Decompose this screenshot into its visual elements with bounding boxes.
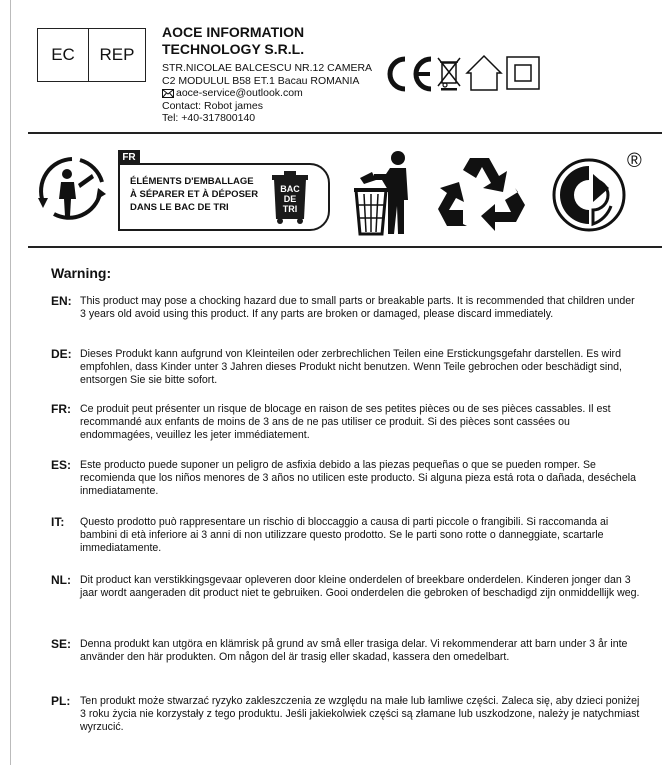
registered-mark: ® [627,150,642,172]
lang-code: DE: [51,347,72,361]
lang-code: IT: [51,515,65,529]
warning-text: Ce produit peut présenter un risque de blocage en raison de ses petites pièces ou de ses pièces cassables. Il est recommandé aux enfants de moins de 3 ans de ne pas utiliser ce produit. Si des pièces sont cassées ou endommagées, veuillez les jeter immédiatement. [80,403,611,441]
lang-code: FR: [51,402,71,416]
lang-code: SE: [51,637,72,651]
bin-text3: TRI [282,204,298,214]
rep-label: REP [99,45,135,64]
envelope-icon [162,89,174,98]
company-contact: Contact: Robot james [162,99,263,112]
house-icon [464,53,504,93]
sorting-info-box [118,163,330,231]
ec-rep-label [37,28,146,82]
sorting-line1: ÉLÉMENTS D'EMBALLAGE [130,176,254,187]
top-divider [28,132,662,134]
green-dot-icon [551,150,627,236]
company-name-line2: TECHNOLOGY S.R.L. [162,41,305,57]
lang-code: PL: [51,694,71,708]
middle-divider [28,246,662,248]
bin-text2: DE [283,194,297,204]
lang-code: EN: [51,294,72,308]
bin-text1: BAC [280,184,300,194]
sorting-line3: DANS LE BAC DE TRI [130,202,229,213]
triman-icon [34,154,110,224]
company-email: aoce-service@outlook.com [176,87,303,99]
company-tel: Tel: +40-317800140 [162,112,256,124]
fr-tag: FR [118,150,140,164]
page-edge-line [10,0,11,765]
warning-title: Warning: [51,265,112,281]
warning-text: This product may pose a chocking hazard due to small parts or breakable parts. It is recommended that children under 3 years old avoid using this product. If any parts are broken or damaged, please discard immediately. [80,295,635,320]
company-email-row [162,87,372,100]
warning-text: Dit product kan verstikkingsgevaar opleveren door kleine onderdelen of breekbare onderdelen. Kinderen jonger dan 3 jaar wordt aangeraden dit product niet te gebruiken. Gooi onderdelen die gebroken of beschadigd zijn onmiddellijk weg. [80,574,640,599]
ce-mark-icon [385,55,435,93]
warning-text: Este producto puede suponer un peligro de asfixia debido a las piezas pequeñas o que se pueden romper. Se recomienda que los niños menores de 3 años no utilicen este producto. Si alguna pieza está rota o dañada, deséchela inmediatamente. [80,459,636,497]
lang-code: ES: [51,458,72,472]
company-address-line1: STR.NICOLAE BALCESCU NR.12 CAMERA [162,62,373,74]
warning-text: Questo prodotto può rappresentare un rischio di bloccaggio a causa di parti piccole o frangibili. Si raccomanda ai bambini di età inferiore ai 3 anni di non utilizzare questo prodotto. Se le parti sono rotte o danneggiate, scartarle immediatamente. [80,516,609,554]
double-insulation-icon [506,56,540,90]
company-info [162,24,372,125]
lang-code: NL: [51,573,71,587]
recycle-icon [437,150,527,236]
warning-text: Denna produkt kan utgöra en klämrisk på grund av små eller trasiga delar. Vi rekommenderar att barn under 3 år inte använder den här produkten. Om någon del är trasig eller skadad, kassera den omedelbart. [80,638,628,663]
weee-crossed-bin-icon [436,55,462,91]
ec-label: EC [38,29,89,81]
company-name-line1: AOCE INFORMATION [162,24,305,40]
warning-text: Dieses Produkt kann aufgrund von Kleinteilen oder zerbrechlichen Teilen eine Erstickungsgefahr darstellen. Es wird empfohlen, dass Kinder unter 3 Jahren dieses Produkt nicht benutzen. Wenn Teile gebrochen oder beschädigt sind, entsorgen Sie sie bitte sofort. [80,348,623,386]
sorting-line2: À SÉPARER ET À DÉPOSER [130,189,259,200]
company-address-line2: C2 MODULUL B58 ET.1 Bacau ROMANIA [162,74,360,87]
tidyman-icon [352,150,414,236]
sorting-bin-icon [270,171,310,230]
warning-text: Ten produkt może stwarzać ryzyko zakleszczenia ze względu na małe lub łamliwe części. Zaleca się, aby dzieci poniżej 3 roku życia nie korzystały z tego produktu. Jeśli jakiekolwiek części są złamane lub uszkodzone, należy je natychmiast wyrzucić. [80,695,640,733]
